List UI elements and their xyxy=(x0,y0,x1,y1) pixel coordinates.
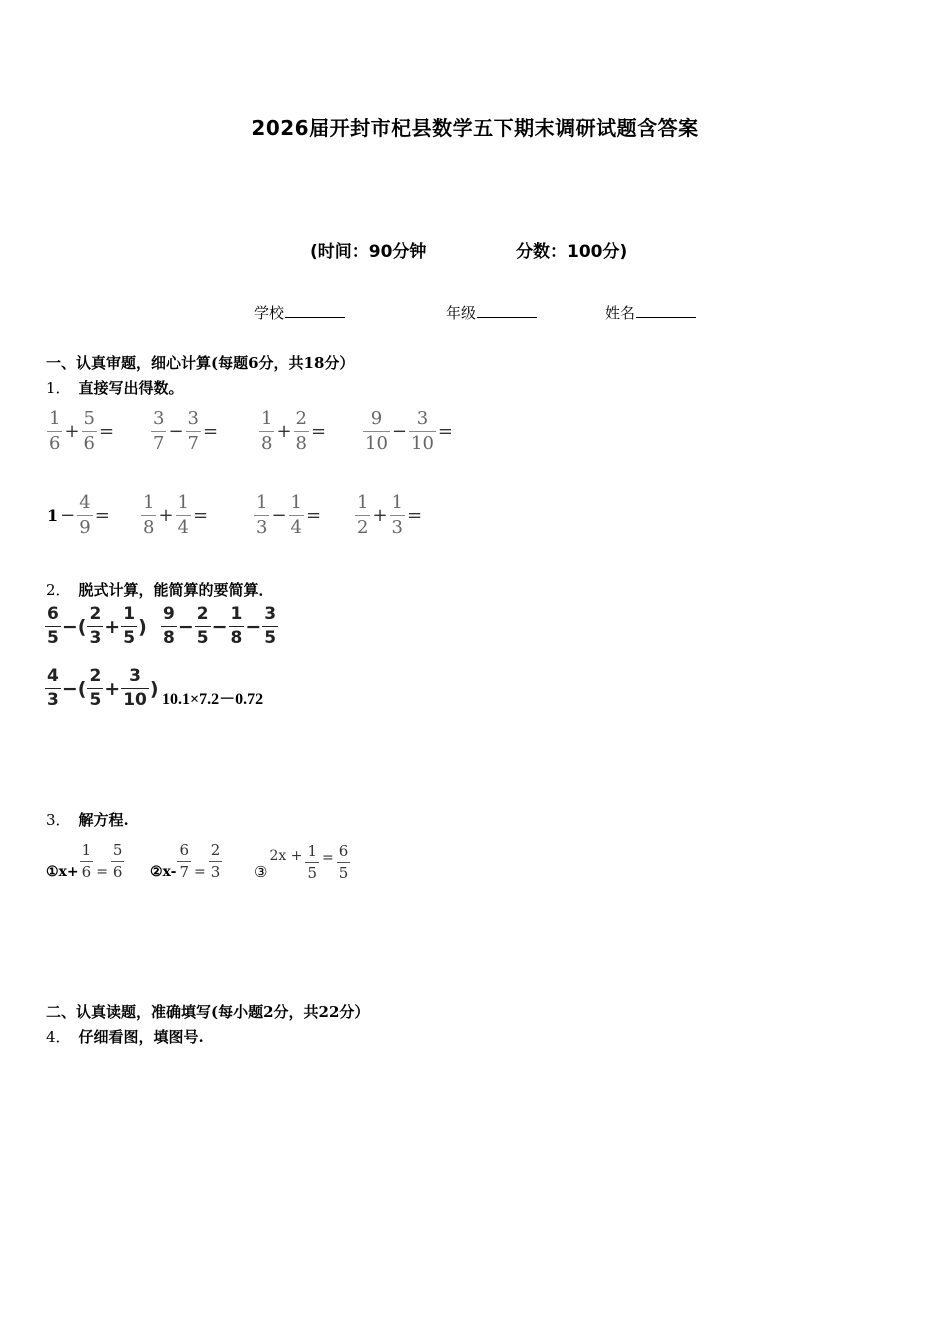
fraction: $\frac{9}{8}$ xyxy=(163,604,175,648)
fraction: $\frac{1}{5}$ xyxy=(123,604,136,648)
q3-equation-2 xyxy=(150,843,223,880)
equals-sign: = xyxy=(311,421,327,442)
fraction: $\frac{3}{10}$ xyxy=(411,408,434,454)
operator: + xyxy=(158,505,174,526)
fraction: $\frac{5}{6}$ xyxy=(112,841,123,881)
q1-item-7 xyxy=(253,494,322,537)
q2-expression-4: 10.1×7.2－0.72 xyxy=(162,691,264,708)
operator: − xyxy=(60,505,76,526)
fraction: $\frac{6}{7}$ xyxy=(179,841,190,881)
fraction: $\frac{1}{8}$ xyxy=(230,604,243,648)
section-2-heading: 二、认真读题，准确填写(每小题2分，共22分） xyxy=(46,1003,370,1021)
operator: − xyxy=(391,421,407,442)
fraction: $\frac{1}{3}$ xyxy=(256,492,268,538)
q1-item-1 xyxy=(46,410,115,453)
q1-item-2 xyxy=(150,410,219,453)
grade-blank[interactable] xyxy=(477,303,537,318)
fraction: $\frac{2}{3}$ xyxy=(210,841,221,881)
question-text: 直接写出得数。 xyxy=(78,379,184,397)
operator: − xyxy=(177,615,194,638)
name-label: 姓名 xyxy=(605,304,636,322)
equals-sign: = xyxy=(437,421,453,442)
question-text: 仔细看图，填图号. xyxy=(78,1028,204,1046)
operator: ) xyxy=(138,615,147,638)
fraction: $\frac{2}{5}$ xyxy=(196,604,209,648)
school-label: 学校 xyxy=(254,304,285,322)
whole-number: 1 xyxy=(47,506,59,525)
fraction: $\frac{2}{3}$ xyxy=(89,604,102,648)
equals-sign: = xyxy=(306,505,322,526)
fraction: $\frac{1}{6}$ xyxy=(49,408,61,454)
fraction: $\frac{3}{10}$ xyxy=(123,666,147,710)
question-text: 解方程. xyxy=(78,811,129,829)
q3-equation-1 xyxy=(46,843,125,880)
fraction: $\frac{4}{3}$ xyxy=(47,666,59,710)
fraction: $\frac{1}{4}$ xyxy=(177,492,189,538)
fraction: $\frac{2}{8}$ xyxy=(295,408,307,454)
q1-item-5 xyxy=(46,494,111,537)
fraction: $\frac{3}{7}$ xyxy=(187,408,199,454)
operator: + xyxy=(104,677,121,700)
operator: + xyxy=(64,421,80,442)
q1-item-8 xyxy=(354,494,423,537)
fraction: $\frac{3}{7}$ xyxy=(153,408,165,454)
equals-sign: = xyxy=(94,505,110,526)
equals-sign: = xyxy=(96,863,108,880)
name-field xyxy=(605,302,696,323)
operator: −( xyxy=(61,615,87,638)
operator: + xyxy=(372,505,388,526)
q1-item-6 xyxy=(140,494,209,537)
fraction: $\frac{6}{5}$ xyxy=(47,604,59,648)
fraction: $\frac{1}{3}$ xyxy=(391,492,403,538)
operator: ) xyxy=(149,677,159,700)
fraction: $\frac{1}{8}$ xyxy=(261,408,273,454)
fraction: $\frac{1}{6}$ xyxy=(81,841,92,881)
equation-label: ①x+ xyxy=(46,863,79,880)
question-number: 3． xyxy=(46,811,71,829)
equals-sign: = xyxy=(407,505,423,526)
operator: −( xyxy=(61,677,87,700)
total-score: 分数：100分) xyxy=(516,242,628,262)
question-text: 脱式计算，能简算的要简算． xyxy=(78,581,274,599)
q3-equation-3 xyxy=(254,843,351,881)
operator: − xyxy=(271,505,287,526)
fraction: $\frac{6}{5}$ xyxy=(338,841,349,882)
question-number: 2． xyxy=(46,581,71,599)
fraction: $\frac{4}{9}$ xyxy=(79,492,91,538)
time-limit: (时间：90分钟 xyxy=(310,242,427,262)
q2-expression-2 xyxy=(160,606,279,647)
question-number: 1． xyxy=(46,379,71,397)
fraction: $\frac{1}{4}$ xyxy=(290,492,302,538)
page-title: 2026届开封市杞县数学五下期末调研试题含答案 xyxy=(251,116,699,140)
question-1 xyxy=(46,377,184,398)
equation-label: ②x- xyxy=(150,863,177,880)
school-blank[interactable] xyxy=(285,303,345,318)
question-4 xyxy=(46,1026,204,1047)
fraction: $\frac{1}{5}$ xyxy=(307,841,317,882)
equals-sign: = xyxy=(194,863,206,880)
equation-label: ③ xyxy=(254,863,268,881)
operator: − xyxy=(245,615,262,638)
operator: + xyxy=(104,615,121,638)
equals-sign: = xyxy=(99,421,115,442)
q1-item-3 xyxy=(258,410,327,453)
name-blank[interactable] xyxy=(636,303,696,318)
section-1-heading: 一、认真审题，细心计算(每题6分，共18分） xyxy=(46,354,355,372)
equation-term: 2x + xyxy=(269,848,303,864)
fraction: $\frac{5}{6}$ xyxy=(83,408,95,454)
operator: + xyxy=(276,421,292,442)
operator: − xyxy=(168,421,184,442)
question-3 xyxy=(46,809,129,830)
q2-expression-1 xyxy=(44,606,147,647)
fraction: $\frac{1}{2}$ xyxy=(357,492,369,538)
q2-expression-3 xyxy=(44,668,159,709)
fraction: $\frac{9}{10}$ xyxy=(365,408,388,454)
question-number: 4． xyxy=(46,1028,71,1046)
fraction: $\frac{2}{5}$ xyxy=(89,666,102,710)
question-2 xyxy=(46,579,274,600)
equals-sign: = xyxy=(203,421,219,442)
equals-sign: = xyxy=(193,505,209,526)
grade-label: 年级 xyxy=(446,304,477,322)
grade-field xyxy=(446,302,537,323)
operator: − xyxy=(211,615,228,638)
fraction: $\frac{1}{8}$ xyxy=(143,492,155,538)
school-field xyxy=(254,302,345,323)
fraction: $\frac{3}{5}$ xyxy=(264,604,277,648)
equals-sign: = xyxy=(321,850,334,866)
q1-item-4 xyxy=(362,410,454,453)
